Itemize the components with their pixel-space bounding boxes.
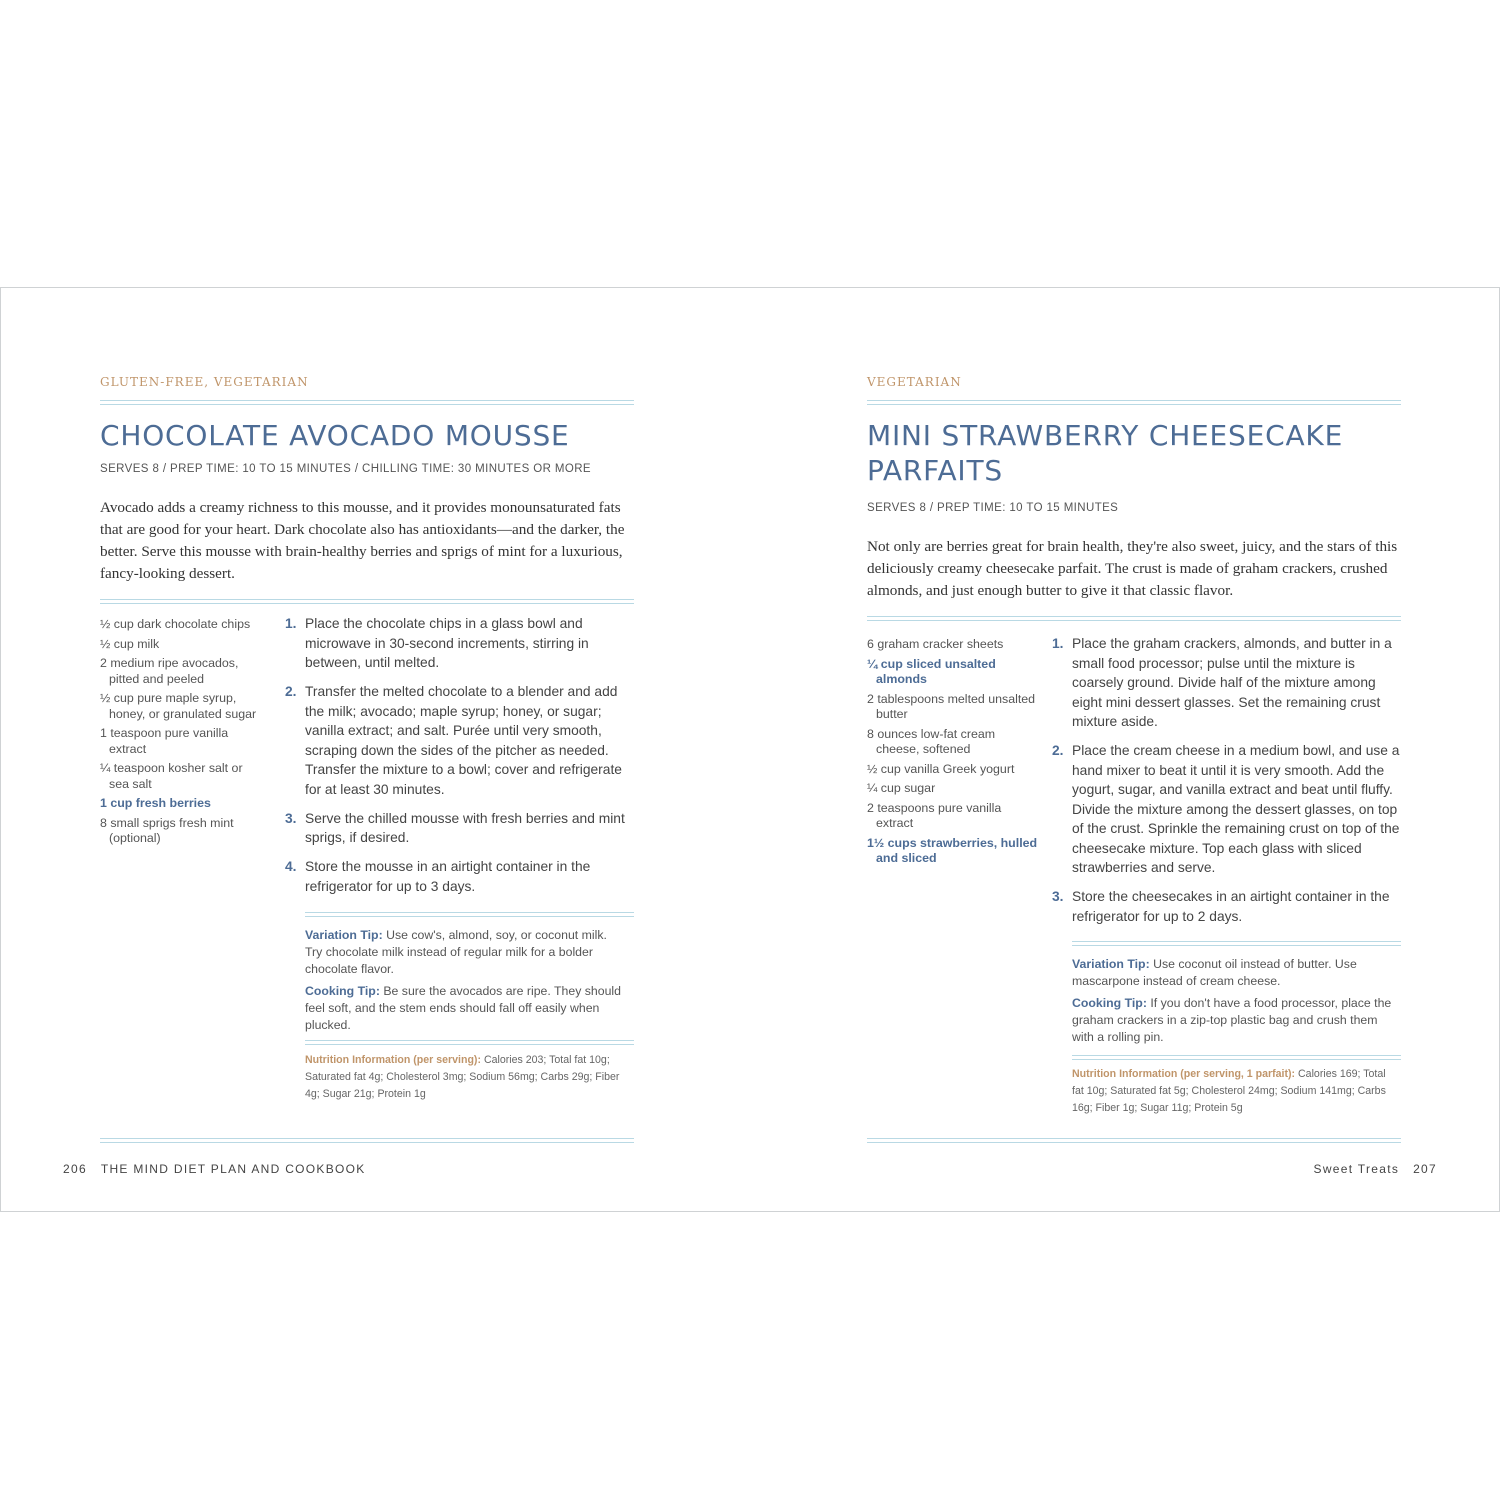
variation-tip bbox=[1072, 956, 1392, 990]
cooking-tip-text: Be sure the avocados are ripe. They should feel soft, and the stem ends should fall off easily when plucked. bbox=[305, 984, 622, 1032]
book-title: THE MIND DIET PLAN AND COOKBOOK bbox=[100, 1162, 366, 1176]
instruction-list bbox=[1052, 634, 1400, 936]
bottom-rule bbox=[867, 1138, 1401, 1143]
recipe-meta: SERVES 8 / PREP TIME: 10 TO 15 MINUTES / CHILLING TIME: 30 MINUTES OR MORE bbox=[100, 463, 592, 475]
instruction-step bbox=[285, 809, 631, 848]
tips-box bbox=[1072, 956, 1392, 1051]
ingredient-item: 1 cup fresh berries bbox=[100, 796, 211, 810]
recipe-title-line-1: MINI STRAWBERRY CHEESECAKE bbox=[867, 419, 1344, 452]
ingredient-list bbox=[867, 637, 1039, 871]
page-footer bbox=[1314, 1162, 1437, 1176]
ingredient-item: ½ cup milk bbox=[100, 636, 160, 651]
variation-tip bbox=[305, 927, 623, 978]
variation-tip-text: Use coconut oil instead of butter. Use mascarpone instead of cream cheese. bbox=[1072, 957, 1357, 988]
tips-rule bbox=[1072, 941, 1401, 946]
recipe-meta: SERVES 8 / PREP TIME: 10 TO 15 MINUTES bbox=[867, 502, 1119, 514]
ingredient-item: 1 teaspoon pure vanilla extract bbox=[100, 726, 229, 756]
bottom-rule bbox=[100, 1138, 634, 1143]
recipe-title: CHOCOLATE AVOCADO MOUSSE bbox=[100, 419, 570, 452]
nutrition-info bbox=[1072, 1066, 1390, 1117]
ingredient-item: ½ cup pure maple syrup, honey, or granulated sugar bbox=[100, 691, 257, 721]
step-text: Store the mousse in an airtight container in the refrigerator for up to 3 days. bbox=[305, 859, 591, 894]
page-number: 206 bbox=[63, 1162, 87, 1176]
ingredient-item: 2 tablespoons melted unsalted butter bbox=[867, 691, 1036, 721]
variation-tip-label: Variation Tip: bbox=[305, 928, 383, 942]
ingredient-item: 6 graham cracker sheets bbox=[867, 637, 1004, 651]
cooking-tip bbox=[305, 983, 623, 1034]
book-spread bbox=[0, 287, 1500, 1212]
ingredient-item: ¼ cup sliced unsalted almonds bbox=[867, 656, 996, 686]
page-footer bbox=[63, 1162, 366, 1176]
ingredient-item: 2 medium ripe avocados, pitted and peeled bbox=[100, 656, 239, 686]
step-number: 2. bbox=[1052, 743, 1064, 758]
section-title: Sweet Treats bbox=[1313, 1162, 1400, 1176]
step-number: 2. bbox=[285, 684, 297, 699]
step-number: 3. bbox=[1052, 889, 1064, 904]
step-text: Place the cream cheese in a medium bowl, and use a hand mixer to beat it until it is very smooth. Add the yogurt, sugar, and vanilla extract and beat until fluffy. Divide the mixture among the dessert glasses, on top of the crust. Sprinkle the remaining crust on top of the cheesecake mixture. Top each glass with sliced strawberries and serve. bbox=[1072, 743, 1400, 875]
nutrition-label: Nutrition Information (per serving): bbox=[305, 1054, 481, 1066]
nutrition-text: Calories 203; Total fat 10g; Saturated fat 4g; Cholesterol 3mg; Sodium 56mg; Carbs 29g; Fiber 4g; Sugar 21g; Protein 1g bbox=[305, 1054, 620, 1100]
step-number: 1. bbox=[285, 616, 297, 631]
variation-tip-label: Variation Tip: bbox=[1072, 957, 1150, 971]
instruction-step bbox=[1052, 741, 1400, 878]
instruction-step bbox=[285, 857, 631, 896]
page-number: 207 bbox=[1413, 1162, 1437, 1176]
recipe-category: VEGETARIAN bbox=[867, 375, 962, 389]
tips-rule bbox=[305, 912, 634, 917]
instruction-list bbox=[285, 614, 631, 906]
nutrition-rule bbox=[1072, 1055, 1401, 1060]
ingredient-item: 1½ cups strawberries, hulled and sliced bbox=[867, 835, 1038, 865]
left-page bbox=[1, 288, 750, 1211]
step-text: Transfer the melted chocolate to a blender and add the milk; avocado; maple syrup; honey, or sugar; vanilla extract; and salt. Purée until very smooth, scraping down the sides of the pitcher as needed. Transfer the mixture to a bowl; cover and refrigerate for at least 30 minutes. bbox=[305, 684, 622, 797]
recipe-intro: Not only are berries great for brain health, they're also sweet, juicy, and the stars of this deliciously creamy cheesecake parfait. The crust is made of graham crackers, crushed almonds, and just enough butter to give it that classic flavor. bbox=[867, 538, 1398, 599]
instruction-step bbox=[285, 682, 631, 799]
nutrition-rule bbox=[305, 1040, 634, 1045]
tips-box bbox=[305, 927, 623, 1039]
intro-rule bbox=[100, 599, 634, 604]
cooking-tip bbox=[1072, 995, 1392, 1046]
ingredient-list bbox=[100, 617, 265, 851]
nutrition-label: Nutrition Information (per serving, 1 parfait): bbox=[1072, 1068, 1296, 1080]
title-rule bbox=[100, 400, 634, 405]
instruction-step bbox=[1052, 887, 1400, 926]
recipe-title bbox=[867, 418, 1343, 488]
ingredient-item: ¼ teaspoon kosher salt or sea salt bbox=[100, 761, 243, 791]
instruction-step bbox=[1052, 634, 1400, 732]
instruction-step bbox=[285, 614, 631, 673]
ingredient-item: ¼ cup sugar bbox=[867, 781, 936, 795]
step-text: Serve the chilled mousse with fresh berries and mint sprigs, if desired. bbox=[305, 810, 625, 845]
nutrition-info bbox=[305, 1052, 634, 1103]
ingredient-item: ½ cup vanilla Greek yogurt bbox=[867, 761, 1015, 776]
cooking-tip-label: Cooking Tip: bbox=[305, 984, 380, 998]
title-rule bbox=[867, 400, 1401, 405]
ingredient-item: ½ cup dark chocolate chips bbox=[100, 617, 251, 631]
ingredient-item: 8 ounces low-fat cream cheese, softened bbox=[867, 726, 996, 756]
ingredient-item: 8 small sprigs fresh mint (optional) bbox=[100, 815, 234, 845]
step-number: 3. bbox=[285, 810, 297, 826]
right-page bbox=[750, 288, 1499, 1211]
intro-rule bbox=[867, 616, 1401, 621]
recipe-title-line-2: PARFAITS bbox=[867, 454, 1003, 487]
variation-tip-text: Use cow's, almond, soy, or coconut milk. Try chocolate milk instead of regular milk for a bolder chocolate flavor. bbox=[305, 928, 607, 976]
nutrition-text: Calories 169; Total fat 10g; Saturated fat 5g; Cholesterol 24mg; Sodium 141mg; Carbs 16g; Fiber 1g; Sugar 11g; Protein 5g bbox=[1072, 1068, 1386, 1114]
recipe-category: GLUTEN-FREE, VEGETARIAN bbox=[100, 375, 309, 389]
step-text: Place the graham crackers, almonds, and butter in a small food processor; pulse until the mixture is coarsely ground. Divide half of the mixture among eight mini dessert glasses. Set the remaining crust mixture aside. bbox=[1072, 636, 1392, 729]
step-text: Store the cheesecakes in an airtight container in the refrigerator for up to 2 days. bbox=[1072, 889, 1390, 924]
cooking-tip-label: Cooking Tip: bbox=[1072, 996, 1147, 1010]
step-text: Place the chocolate chips in a glass bowl and microwave in 30-second increments, stirring in between, until melted. bbox=[305, 616, 589, 670]
step-number: 1. bbox=[1052, 636, 1064, 651]
recipe-intro: Avocado adds a creamy richness to this mousse, and it provides monounsaturated fats that are good for your heart. Dark chocolate also has antioxidants—and the darker, the better. Serve this mousse with brain-healthy berries and sprigs of mint for a luxurious, fancy-looking dessert. bbox=[100, 499, 625, 582]
cooking-tip-text: If you don't have a food processor, place the graham crackers in a zip-top plastic bag and crush them with a rolling pin. bbox=[1072, 996, 1392, 1044]
ingredient-item: 2 teaspoons pure vanilla extract bbox=[867, 800, 1002, 830]
step-number: 4. bbox=[285, 859, 297, 874]
